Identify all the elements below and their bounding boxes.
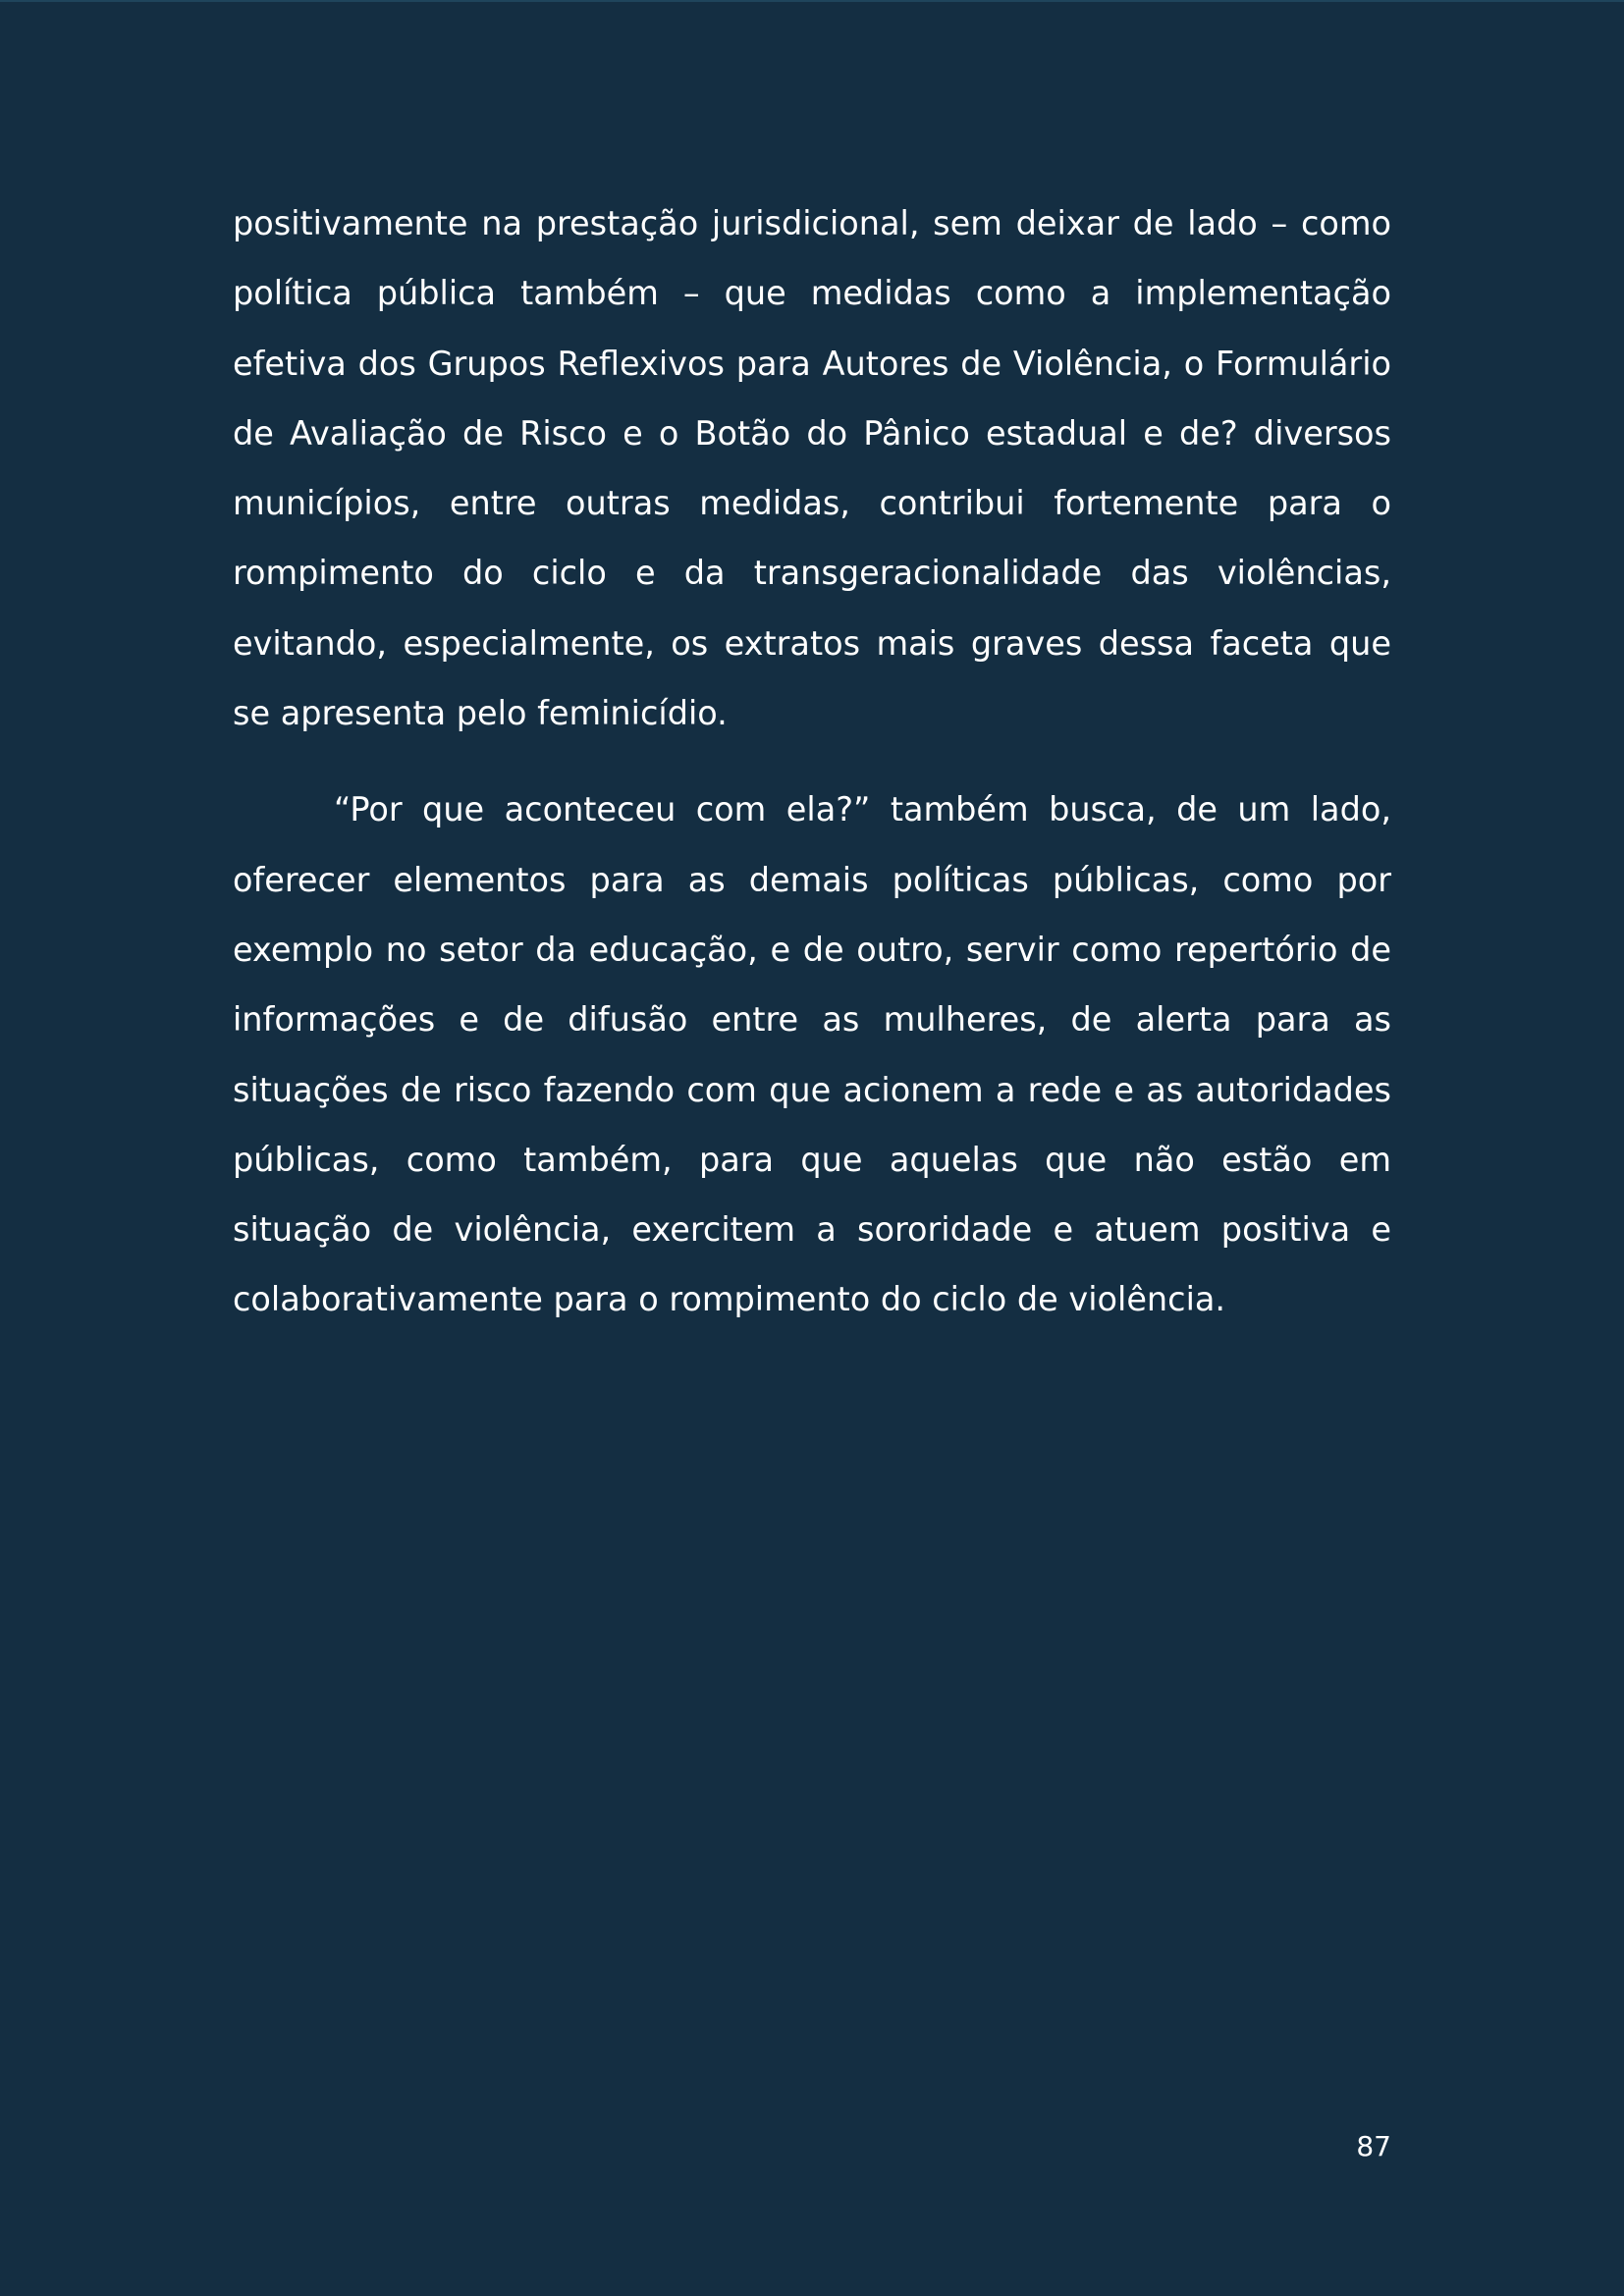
paragraph-indented: “Por que aconteceu com ela?” também busca, de um lado, oferecer elementos para as demais políticas públicas, como por exemplo no setor da educação, e de outro, servir como repertório de informações e de difusão entre as mulheres, de alerta para as situações de risco fazendo com que acionem a rede e as autoridades públicas, como também, para que aquelas que não estão em situação de violência, exercitem a sororidade e atuem positiva e colaborativamente para o rompimento do ciclo de violência. xyxy=(233,790,1391,1319)
body-text xyxy=(233,188,1391,1335)
paragraph-continuation: positivamente na prestação jurisdicional, sem deixar de lado – como política pública também – que medidas como a implementação efetiva dos Grupos Reflexivos para Autores de Violência, o Formulário de Avaliação de Risco e o Botão do Pânico estadual e de? diversos municípios, entre outras medidas, contribui fortemente para o rompimento do ciclo e da transgeracionalidade das violências, evitando, especialmente, os extratos mais graves dessa faceta que se apresenta pelo feminicídio. xyxy=(233,204,1391,733)
page-number: 87 xyxy=(1356,2130,1391,2163)
